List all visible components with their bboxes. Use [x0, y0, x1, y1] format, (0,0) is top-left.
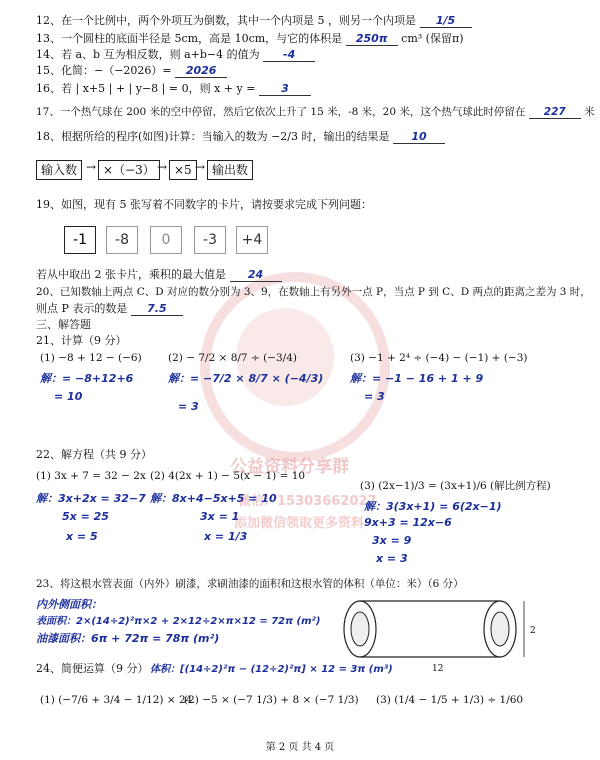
- q22-work-3a: 解：3(3x+1) = 6(2x−1): [364, 500, 502, 513]
- q18-text: 18、根据所给的程序(如图)计算：当输入的数为 −2/3 时，输出的结果是: [36, 130, 390, 143]
- page-footer: 第 2 页 共 4 页: [265, 742, 335, 753]
- program-step1-box: ×（−3）: [98, 160, 160, 180]
- q19-sub-text: 若从中取出 2 张卡片，乘积的最大值是: [36, 268, 226, 281]
- q22-work-1b: 5x = 25: [62, 510, 109, 523]
- q21-work-2b: = 3: [178, 400, 199, 413]
- q21-work-1b: = 10: [54, 390, 83, 403]
- number-card: +4: [236, 226, 268, 254]
- q19-sub-line: [36, 266, 282, 282]
- watermark-text-2: 微信：15303662027: [238, 494, 377, 509]
- q23-work-1: 内外侧面积：: [36, 598, 102, 611]
- q12-line: [36, 12, 472, 28]
- q22-expr-3: (3) (2x−1)/3 = (3x+1)/6 (解比例方程): [360, 480, 551, 492]
- q14-line: [36, 46, 315, 62]
- q21-work-2a: 解：= −7/2 × 8/7 × (−4/3): [168, 372, 324, 385]
- q23-work-2: 表面积：2×(14÷2)²π×2 + 2×12÷2×π×12 = 72π (m²): [36, 616, 321, 627]
- q17-unit: 米: [584, 106, 595, 118]
- q21-work-3b: = 3: [364, 390, 385, 403]
- q23-title: 23、将这根水管表面（内外）刷漆，求刷油漆的面积和这根水管的体积（单位：米）（6 分）: [36, 578, 464, 590]
- q13-answer: 250π: [346, 32, 398, 46]
- q12-answer: 1/5: [420, 14, 472, 28]
- q15-line: [36, 62, 227, 78]
- q20-answer: 7.5: [131, 302, 183, 316]
- q24-expr-3: (3) (1/4 − 1/5 + 1/3) ÷ 1/60: [376, 694, 524, 706]
- q22-title: 22、解方程（共 9 分）: [36, 448, 152, 461]
- q21-work-1a: 解：= −8+12+6: [40, 372, 134, 385]
- number-card: 0: [150, 226, 182, 254]
- pipe-length-label: 12: [432, 664, 444, 674]
- q20-line1: 20、已知数轴上两点 C、D 对应的数分别为 3、9，在数轴上有另外一点 P，当点 P 到 C、D 两点的距离之差为 3 时，: [36, 286, 591, 298]
- arrow-icon: →: [157, 160, 168, 174]
- number-card: -8: [106, 226, 138, 254]
- q17-line: [36, 104, 595, 119]
- q16-text: 16、若 | x+5 | + | y−8 | = 0，则 x + y =: [36, 82, 256, 95]
- number-card: -1: [64, 226, 96, 254]
- q13-unit: cm³ (保留π): [401, 32, 464, 45]
- q22-work-2a: 解：8x+4−5x+5 = 10: [150, 492, 277, 505]
- q21-expr-3: (3) −1 + 2⁴ ÷ (−4) − (−1) + (−3): [350, 352, 528, 364]
- program-output-box: 输出数: [207, 160, 253, 180]
- q14-text: 14、若 a、b 互为相反数，则 a+b−4 的值为: [36, 48, 260, 61]
- q22-work-2c: x = 1/3: [204, 530, 248, 543]
- q19-text: 19、如图，现有 5 张写着不同数字的卡片，请按要求完成下列问题：: [36, 198, 372, 211]
- q19-answer: 24: [230, 268, 282, 282]
- q23-work-4: 体积：[(14÷2)²π − (12÷2)²π] × 12 = 3π (m³): [150, 664, 393, 675]
- q21-work-3a: 解：= −1 − 16 + 1 + 9: [350, 372, 484, 385]
- q16-answer: 3: [259, 82, 311, 96]
- q13-text: 13、一个圆柱的底面半径是 5cm，高是 10cm，与它的体积是: [36, 32, 343, 45]
- q24-title: 24、简便运算（9 分）: [36, 662, 149, 675]
- q18-line: [36, 128, 445, 144]
- number-card: -3: [194, 226, 226, 254]
- q22-work-1a: 解：3x+2x = 32−7: [36, 492, 146, 505]
- q13-line: [36, 30, 463, 46]
- arrow-icon: →: [86, 160, 97, 174]
- q22-work-3d: x = 3: [376, 552, 408, 565]
- q17-answer: 227: [529, 106, 581, 119]
- watermark-text-1: 公益资料分享群: [230, 457, 349, 477]
- q22-expr-1: (1) 3x + 7 = 32 − 2x: [36, 470, 146, 482]
- q15-text: 15、化简：−（−2026）=: [36, 64, 172, 77]
- program-step2-box: ×5: [169, 160, 197, 180]
- q22-work-3c: 3x = 9: [372, 534, 412, 547]
- program-input-box: 输入数: [36, 160, 82, 180]
- q16-line: [36, 80, 311, 96]
- q20-line2: [36, 300, 183, 316]
- q24-expr-2: (2) −5 × (−7 1/3) + 8 × (−7 1/3): [184, 694, 359, 706]
- q15-answer: 2026: [175, 64, 227, 78]
- q23-work-3: 油漆面积：6π + 72π = 78π (m²): [36, 632, 220, 645]
- watermark-text-3: 添加微信领取更多资料: [234, 516, 365, 531]
- q21-title: 21、计算（9 分）: [36, 334, 127, 347]
- arrow-icon: →: [195, 160, 206, 174]
- q21-expr-1: (1) −8 + 12 − (−6): [40, 352, 142, 364]
- q18-answer: 10: [393, 130, 445, 144]
- q17-text: 17、一个热气球在 200 米的空中停留，然后它依次上升了 15 米，-8 米，20 米，这个热气球此时停留在: [36, 106, 526, 118]
- q12-text: 12、在一个比例中，两个外项互为倒数，其中一个内项是 5 ，则另一个内项是: [36, 14, 416, 27]
- q22-work-1c: x = 5: [66, 530, 98, 543]
- pipe-diagram: [340, 596, 540, 666]
- q22-expr-2: (2) 4(2x + 1) − 5(x − 1) = 10: [150, 470, 306, 482]
- q22-work-3b: 9x+3 = 12x−6: [364, 516, 452, 529]
- q20-text: 则点 P 表示的数是: [36, 302, 128, 315]
- q14-answer: -4: [263, 48, 315, 62]
- q21-expr-2: (2) − 7/2 × 8/7 ÷ (−3/4): [168, 352, 297, 364]
- section-heading: 三、解答题: [36, 318, 91, 331]
- q24-expr-1: (1) (−7/6 + 3/4 − 1/12) × 24: [40, 694, 193, 706]
- q22-work-2b: 3x = 1: [200, 510, 240, 523]
- pipe-diameter-label: 2: [530, 626, 536, 636]
